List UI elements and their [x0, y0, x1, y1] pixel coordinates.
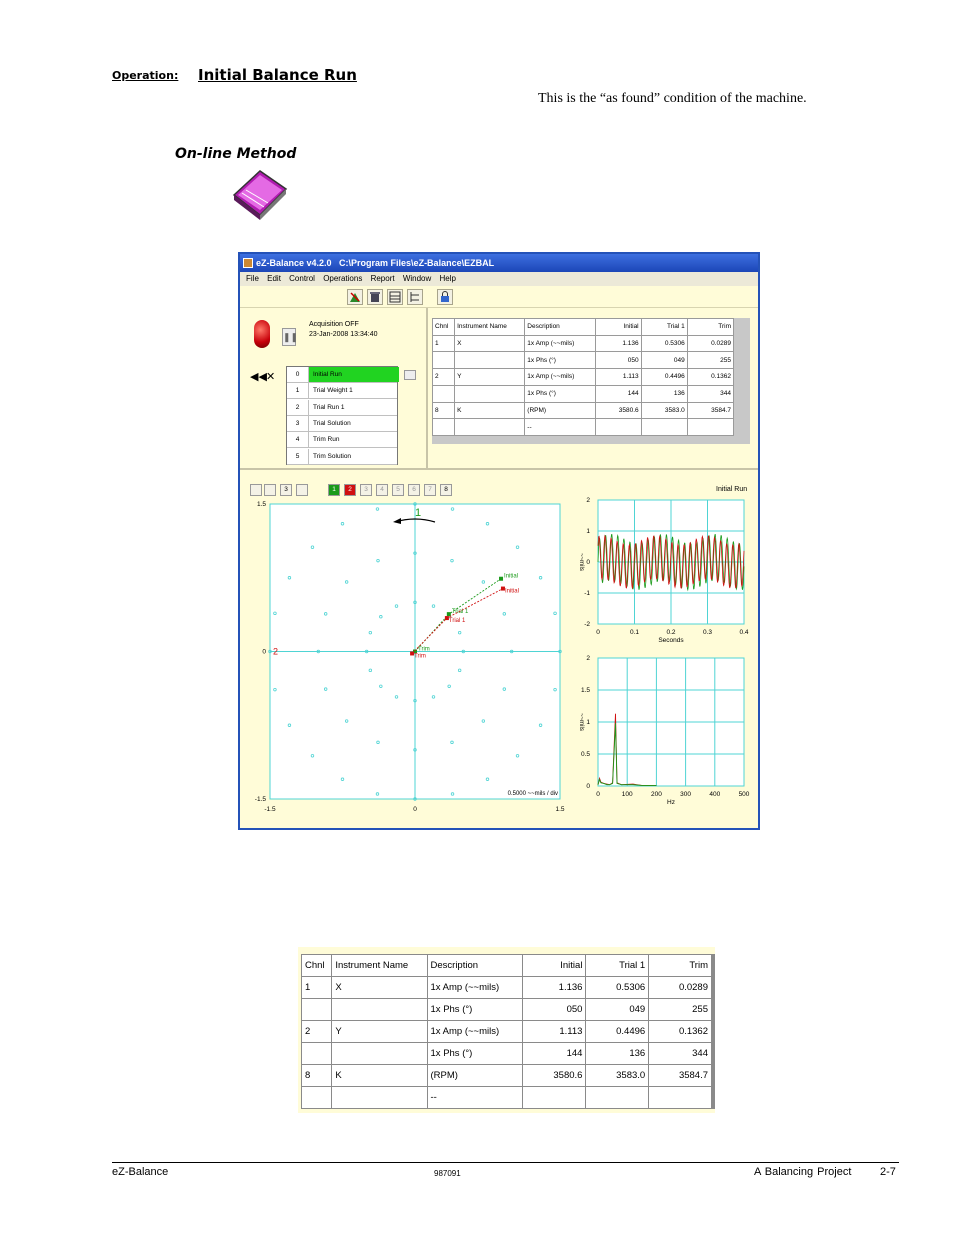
table-cell: (RPM): [427, 1065, 522, 1087]
column-header: Description: [427, 955, 522, 977]
table-cell: [433, 385, 455, 402]
table-cell: [595, 419, 641, 436]
spectrum-x-label: Hz: [667, 799, 675, 806]
table-cell: [433, 419, 455, 436]
menu-bar: [240, 272, 758, 286]
column-header: Initial: [522, 955, 586, 977]
chart-tool-button[interactable]: [296, 484, 308, 496]
run-list-item[interactable]: [287, 383, 397, 399]
run-name: Trial Run 1: [313, 403, 345, 411]
table-cell: Y: [455, 369, 525, 386]
polar-direction-label: 1: [414, 507, 422, 519]
table-cell: [433, 352, 455, 369]
polar-x-tick: 0: [413, 806, 417, 813]
table-row: [302, 1065, 712, 1087]
table-cell: 3584.7: [687, 402, 733, 419]
chart-canvas: [240, 496, 758, 830]
table-cell: --: [525, 419, 595, 436]
app-window: [238, 252, 760, 830]
waveform-x-tick: 0.2: [666, 629, 676, 636]
column-header: Chnl: [433, 319, 455, 336]
book-icon: [230, 165, 290, 225]
spectrum-y-tick: 1.5: [580, 687, 590, 694]
column-header: Trim: [687, 319, 733, 336]
table-cell: [332, 1087, 427, 1109]
waveform-y-label: ~~mils: [578, 553, 584, 571]
polar-point-label: Trial 1: [451, 609, 469, 616]
table-cell: 3580.6: [595, 402, 641, 419]
grid-icon[interactable]: [387, 289, 403, 305]
close-icon[interactable]: ✕: [266, 371, 276, 383]
run-index: 1: [287, 383, 309, 398]
table-cell: 1x Phs (°): [525, 385, 595, 402]
table-cell: 255: [687, 352, 733, 369]
page-title: Initial Balance Run: [198, 66, 357, 84]
run-list-item[interactable]: [287, 367, 397, 383]
table-cell: 344: [687, 385, 733, 402]
polar-angle-label: 2: [273, 646, 279, 657]
run-list: [286, 366, 398, 465]
window-title: eZ-Balance v4.2.0 C:\Program Files\eZ-Balance\EZBAL: [240, 254, 758, 272]
table-cell: 8: [433, 402, 455, 419]
spectrum-y-tick: 0.5: [580, 751, 590, 758]
intro-text: This is the “as found” condition of the machine.: [538, 91, 807, 106]
table-cell: (RPM): [525, 402, 595, 419]
table-cell: [332, 1043, 427, 1065]
table-cell: 3584.7: [649, 1065, 712, 1087]
table-cell: 1x Amp (~~mils): [525, 369, 595, 386]
table-cell: 050: [522, 999, 586, 1021]
waveform-x-label: Seconds: [658, 637, 684, 644]
spectrum-x-tick: 400: [709, 791, 721, 798]
spectrum-y-tick: 0: [586, 783, 590, 790]
method-heading: On-line Method: [175, 146, 297, 162]
table-row: [433, 369, 734, 386]
table-cell: 049: [586, 999, 649, 1021]
table-cell: 0.0289: [687, 335, 733, 352]
menu-file[interactable]: File: [246, 274, 259, 283]
spectrum-x-tick: 100: [621, 791, 633, 798]
channel-button[interactable]: 7: [424, 484, 436, 496]
table-cell: 136: [641, 385, 687, 402]
table-cell: 1x Amp (~~mils): [427, 977, 522, 999]
table-row: [433, 385, 734, 402]
table-row: [433, 352, 734, 369]
footer-product: eZ-Balance: [112, 1166, 169, 1178]
table-cell: 144: [522, 1043, 586, 1065]
run-index: 0: [287, 367, 309, 382]
polar-point-label: Trial 1: [448, 618, 466, 625]
table-cell: 1.113: [522, 1021, 586, 1043]
table-cell: [302, 1087, 332, 1109]
polar-point: [447, 612, 451, 616]
channel-button[interactable]: 2: [344, 484, 356, 496]
table-cell: [302, 999, 332, 1021]
table-cell: [522, 1087, 586, 1109]
table-cell: 1: [433, 335, 455, 352]
acquire-icon[interactable]: [347, 289, 363, 305]
polar-y-tick: 0: [262, 648, 266, 656]
panel-divider: [426, 308, 428, 468]
table-cell: 049: [641, 352, 687, 369]
footer-rule: [112, 1162, 899, 1163]
run-index: 4: [287, 432, 309, 447]
table-header-row: [433, 319, 734, 336]
table-cell: 8: [302, 1065, 332, 1087]
column-header: Trial 1: [641, 319, 687, 336]
polar-scale-label: 0.5000 ~~mils / div: [507, 791, 558, 797]
table-row: [302, 1021, 712, 1043]
table-cell: 0.4496: [641, 369, 687, 386]
spectrum-y-tick: 2: [586, 655, 590, 662]
footer-doc-number: 987091: [434, 1169, 461, 1178]
table-row: [302, 977, 712, 999]
waveform-x-tick: 0.1: [629, 629, 640, 636]
polar-point: [499, 577, 503, 581]
column-header: Trial 1: [586, 955, 649, 977]
table-cell: [455, 385, 525, 402]
run-name: Trim Run: [313, 436, 340, 444]
waveform-y-tick: -2: [584, 621, 590, 628]
column-header: Instrument Name: [455, 319, 525, 336]
table-cell: K: [455, 402, 525, 419]
polar-point-label: Trim: [418, 646, 430, 653]
table-header-row: [302, 955, 712, 977]
table-cell: [455, 419, 525, 436]
chart-area: [240, 472, 758, 828]
table-cell: 0.4496: [586, 1021, 649, 1043]
chart-run-label: Initial Run: [716, 486, 748, 493]
table-cell: --: [427, 1087, 522, 1109]
polar-point-label: Trim: [414, 653, 426, 660]
polar-point-label: Initial: [504, 573, 519, 580]
table-cell: Y: [332, 1021, 427, 1043]
table-cell: 144: [595, 385, 641, 402]
table-cell: 2: [302, 1021, 332, 1043]
run-name: Trim Solution: [313, 452, 352, 460]
column-header: Description: [525, 319, 595, 336]
window-data-table: [432, 318, 734, 436]
table-cell: [332, 999, 427, 1021]
channel-button[interactable]: 3: [360, 484, 372, 496]
tree-icon[interactable]: [407, 289, 423, 305]
table-cell: 1x Phs (°): [427, 999, 522, 1021]
table-row: [302, 1087, 712, 1109]
app-icon: [243, 258, 253, 268]
waveform-y-tick: 2: [586, 497, 590, 504]
run-index: 2: [287, 400, 309, 415]
run-list-item[interactable]: [287, 400, 397, 416]
channel-button[interactable]: 4: [376, 484, 388, 496]
spectrum-x-tick: 0: [596, 791, 600, 798]
acquisition-info: [309, 320, 378, 340]
table-row: [302, 999, 712, 1021]
menu-edit[interactable]: Edit: [267, 274, 281, 283]
table-row: [433, 419, 734, 436]
waveform-y-tick: 0: [586, 559, 590, 566]
acquisition-lamp[interactable]: [254, 320, 270, 348]
menu-report[interactable]: Report: [370, 274, 395, 283]
table-cell: 1.136: [595, 335, 641, 352]
column-header: Instrument Name: [332, 955, 427, 977]
table-cell: 344: [649, 1043, 712, 1065]
acquisition-time: 23-Jan-2008 13:34:40: [309, 331, 378, 338]
table-cell: X: [332, 977, 427, 999]
table-cell: [641, 419, 687, 436]
table-cell: [302, 1043, 332, 1065]
table-cell: 2: [433, 369, 455, 386]
waveform-y-tick: 1: [586, 528, 590, 535]
table-row: [433, 335, 734, 352]
spectrum-x-tick: 200: [650, 791, 662, 798]
polar-x-tick: 1.5: [555, 806, 565, 813]
run-index: 5: [287, 449, 309, 464]
chart-tool-button[interactable]: [250, 484, 262, 496]
menu-window[interactable]: Window: [402, 274, 432, 283]
acquisition-status: Acquisition OFF: [309, 321, 359, 328]
table-cell: 0.1362: [687, 369, 733, 386]
run-index: 3: [287, 416, 309, 431]
channel-button[interactable]: 8: [440, 484, 452, 496]
polar-x-tick: -1.5: [264, 806, 276, 813]
pause-button[interactable]: ❚❚: [282, 328, 296, 346]
spectrum-y-tick: 1: [586, 719, 590, 726]
table-cell: X: [455, 335, 525, 352]
table-cell: 1x Amp (~~mils): [525, 335, 595, 352]
table-cell: 1x Phs (°): [427, 1043, 522, 1065]
lock-icon[interactable]: [437, 289, 453, 305]
table-cell: 1.113: [595, 369, 641, 386]
table-cell: 0.1362: [649, 1021, 712, 1043]
menu-help[interactable]: Help: [439, 274, 456, 283]
table-cell: 050: [595, 352, 641, 369]
channel-button[interactable]: 1: [328, 484, 340, 496]
waveform-x-tick: 0.3: [702, 629, 713, 636]
run-list-item[interactable]: [287, 432, 397, 448]
table-cell: 1: [302, 977, 332, 999]
menu-operations[interactable]: Operations: [323, 274, 363, 283]
table-cell: 3580.6: [522, 1065, 586, 1087]
chart-tool-button[interactable]: 3: [280, 484, 292, 496]
table-cell: 1x Amp (~~mils): [427, 1021, 522, 1043]
run-list-item[interactable]: [287, 416, 397, 432]
operation-label: Operation:: [112, 69, 179, 82]
table-cell: 136: [586, 1043, 649, 1065]
table-cell: [687, 419, 733, 436]
table-cell: [649, 1087, 712, 1109]
table-cell: 1x Phs (°): [525, 352, 595, 369]
table-cell: 3583.0: [641, 402, 687, 419]
table-cell: 0.0289: [649, 977, 712, 999]
table-cell: K: [332, 1065, 427, 1087]
table-cell: 255: [649, 999, 712, 1021]
spectrum-x-tick: 500: [738, 791, 750, 798]
rewind-button[interactable]: ◀◀: [250, 371, 267, 383]
column-header: Trim: [649, 955, 712, 977]
table-row: [302, 1043, 712, 1065]
polar-point-label: Initial: [504, 588, 519, 595]
run-name: Initial Run: [309, 367, 399, 382]
chart-tool-button[interactable]: [264, 484, 276, 496]
run-list-item[interactable]: [287, 449, 397, 465]
table-cell: 1.136: [522, 977, 586, 999]
table-cell: 0.5306: [641, 335, 687, 352]
control-panel: [240, 308, 758, 470]
waveform-x-tick: 0.4: [739, 629, 749, 636]
table-cell: [586, 1087, 649, 1109]
waveform-x-tick: 0: [596, 629, 600, 636]
waveform-y-tick: -1: [584, 590, 590, 597]
column-header: Initial: [595, 319, 641, 336]
table-cell: [455, 352, 525, 369]
polar-y-tick: -1.5: [254, 796, 266, 803]
polar-y-tick: 1.5: [256, 501, 266, 508]
table-cell: 0.5306: [586, 977, 649, 999]
trash-icon[interactable]: [367, 289, 383, 305]
footer-page-number: 2-7: [880, 1166, 896, 1178]
column-header: Chnl: [302, 955, 332, 977]
channel-button[interactable]: 6: [408, 484, 420, 496]
menu-control[interactable]: Control: [289, 274, 315, 283]
channel-button[interactable]: 5: [392, 484, 404, 496]
run-name: Trial Solution: [313, 419, 351, 427]
table-cell: 3583.0: [586, 1065, 649, 1087]
spectrum-y-label: ~~mils: [578, 713, 584, 731]
run-details-icon[interactable]: [404, 370, 416, 380]
toolbar: [240, 286, 758, 308]
run-name: Trial Weight 1: [313, 387, 353, 395]
footer-section: A Balancing Project: [754, 1166, 852, 1178]
table-row: [433, 402, 734, 419]
results-table: [301, 954, 712, 1109]
spectrum-x-tick: 300: [680, 791, 692, 798]
